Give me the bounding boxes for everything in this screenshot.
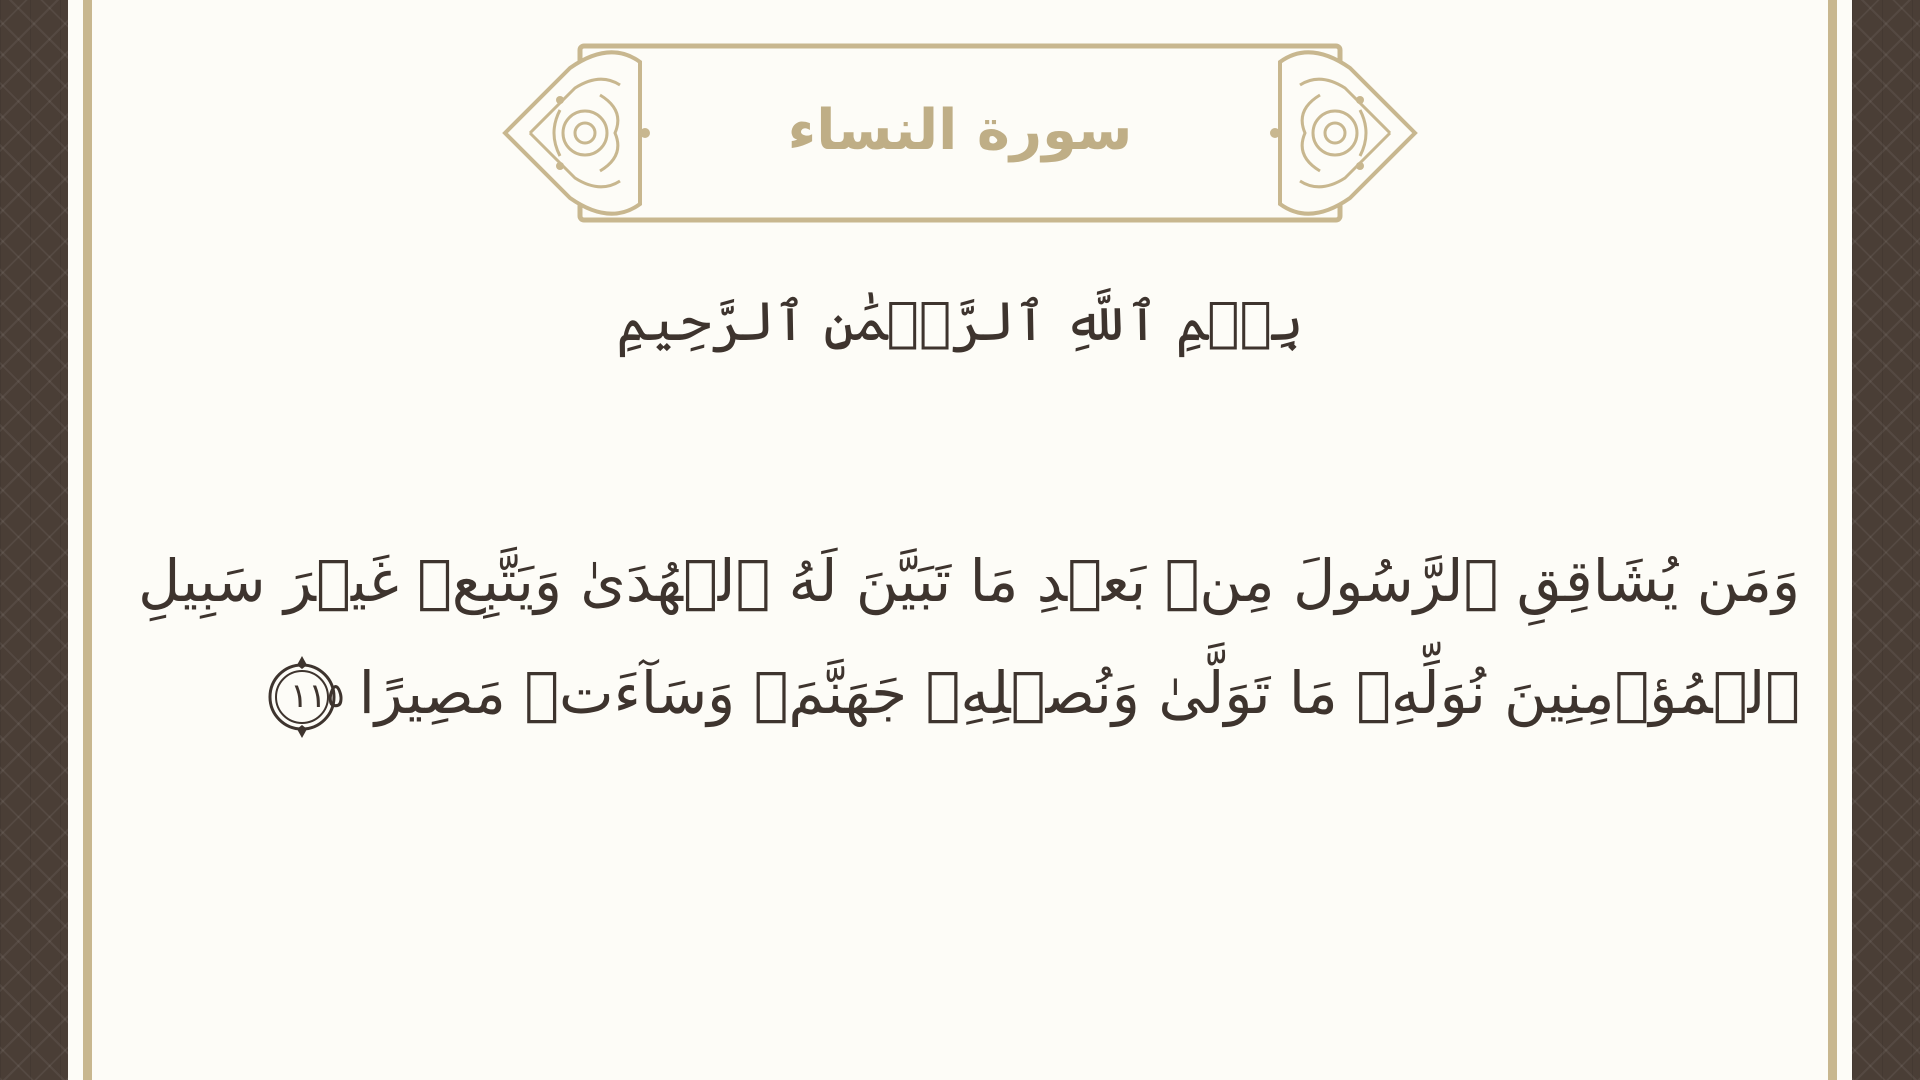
left-gold-rule — [83, 0, 92, 1080]
right-gold-rule — [1828, 0, 1837, 1080]
verse-text — [138, 525, 1800, 749]
left-pattern-border — [0, 0, 68, 1080]
basmala: بِسۡمِ ٱللَّهِ ٱلرَّحۡمَٰنِ ٱلرَّحِيمِ — [616, 290, 1304, 353]
surah-header — [500, 40, 1420, 225]
ayah-end-marker-icon — [259, 654, 345, 740]
surah-title: سورة النساء — [787, 98, 1133, 163]
ayah-number: ١١٥ — [290, 675, 345, 716]
verse-line-2-text: ٱلۡمُؤۡمِنِينَ نُوَلِّهِۦ مَا تَوَلَّىٰ وَنُصۡلِهِۦ جَهَنَّمَۖ وَسَآءَتۡ مَصِيرًا — [358, 659, 1800, 727]
verse-line-2 — [230, 637, 1800, 749]
verse-line-1: وَمَن يُشَاقِقِ ٱلرَّسُولَ مِنۢ بَعۡدِ مَا تَبَيَّنَ لَهُ ٱلۡهُدَىٰ وَيَتَّبِعۡ غَيۡرَ سَبِيلِ — [138, 547, 1800, 615]
right-pattern-border — [1852, 0, 1920, 1080]
